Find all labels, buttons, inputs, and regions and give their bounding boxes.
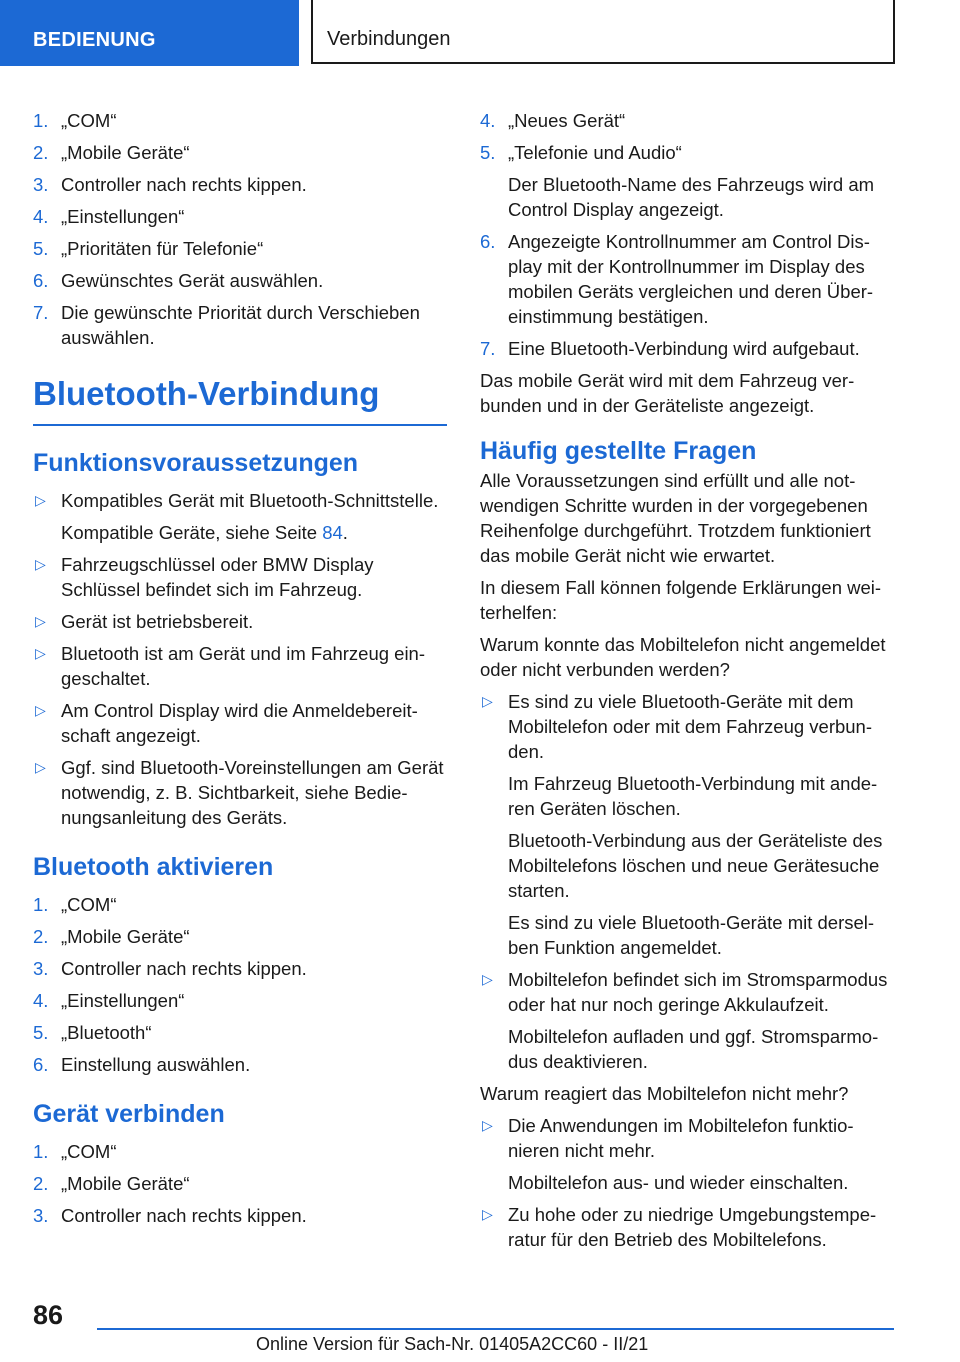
list-item xyxy=(480,140,895,222)
list-item xyxy=(33,924,447,949)
bullet-subtext: Mobiltelefon aus- und wieder einschalten. xyxy=(508,1172,849,1193)
bullet-subtext: Mobiltelefon aufladen und ggf. Stromsparmodus deaktivieren. xyxy=(508,1026,879,1072)
step-number: 3. xyxy=(33,1205,49,1226)
step-text: Controller nach rechts kippen. xyxy=(61,174,307,195)
requirements-list xyxy=(33,488,447,830)
step-number: 3. xyxy=(33,174,49,195)
step-number: 2. xyxy=(33,926,49,947)
step-text: Einstellung auswählen. xyxy=(61,1054,251,1075)
page-number: 86 xyxy=(33,1300,64,1330)
heading-rule xyxy=(33,424,447,426)
bullet-text: Kompatibles Gerät mit Bluetooth-Schnittstelle. xyxy=(61,490,439,511)
step-text: Controller nach rechts kippen. xyxy=(61,1205,307,1226)
triangle-bullet-icon: ▷ xyxy=(35,613,46,629)
step-number: 3. xyxy=(33,958,49,979)
faq-answers-2 xyxy=(480,1113,895,1252)
step-text: „Bluetooth“ xyxy=(61,1022,152,1043)
triangle-bullet-icon: ▷ xyxy=(35,702,46,718)
step-text: „Mobile Geräte“ xyxy=(61,926,190,947)
right-column xyxy=(480,108,895,1259)
list-item xyxy=(480,108,895,133)
bullet-text: Mobiltelefon befindet sich im Stromsparmodus oder hat nur noch geringe Akkulaufzeit. xyxy=(508,969,888,1015)
step-text: „Einstellungen“ xyxy=(61,206,185,227)
step-number: 5. xyxy=(33,238,49,259)
bullet-text: Fahrzeugschlüssel oder BMW Display Schlüssel befindet sich im Fahrzeug. xyxy=(61,554,374,600)
bullet-text: Am Control Display wird die Anmeldebereitschaft angezeigt. xyxy=(61,700,418,746)
step-number: 2. xyxy=(33,142,49,163)
bullet-text: Bluetooth ist am Gerät und im Fahrzeug eingeschaltet. xyxy=(61,643,426,689)
step-text: Controller nach rechts kippen. xyxy=(61,958,307,979)
list-item xyxy=(33,755,447,830)
page-header xyxy=(0,0,960,66)
bullet-text: Zu hohe oder zu niedrige Umgebungstemperatur für den Betrieb des Mobiltelefons. xyxy=(508,1204,877,1250)
triangle-bullet-icon: ▷ xyxy=(482,971,493,987)
list-item xyxy=(480,967,895,1074)
bullet-text: Ggf. sind Bluetooth-Voreinstellungen am Gerät notwendig, z. B. Sichtbarkeit, siehe Bedienungsanleitung des Geräts. xyxy=(61,757,444,828)
triangle-bullet-icon: ▷ xyxy=(35,759,46,775)
list-item xyxy=(33,204,447,229)
list-item xyxy=(33,1203,447,1228)
list-item xyxy=(33,1171,447,1196)
list-item xyxy=(33,172,447,197)
faq-question: Warum reagiert das Mobiltelefon nicht mehr? xyxy=(480,1083,849,1104)
chapter-title: Verbindungen xyxy=(311,0,895,64)
list-item xyxy=(33,988,447,1013)
step-subtext: Der Bluetooth-Name des Fahrzeugs wird am Control Display angezeigt. xyxy=(508,174,875,220)
list-item xyxy=(480,336,895,361)
step-number: 4. xyxy=(33,206,49,227)
list-item xyxy=(480,689,895,960)
paragraph-faq-help: In diesem Fall können folgende Erklärungen weiterhelfen: xyxy=(480,577,882,623)
step-number: 1. xyxy=(33,1141,49,1162)
list-item xyxy=(33,236,447,261)
list-item xyxy=(33,956,447,981)
section-tab: BEDIENUNG xyxy=(0,0,299,66)
subtext-prefix: Kompatible Geräte, siehe Seite xyxy=(61,522,323,543)
step-number: 6. xyxy=(480,231,496,252)
triangle-bullet-icon: ▷ xyxy=(35,645,46,661)
steps-priority xyxy=(33,108,447,350)
list-item xyxy=(33,140,447,165)
step-text: „Telefonie und Audio“ xyxy=(508,142,682,163)
step-number: 7. xyxy=(33,302,49,323)
step-text: Angezeigte Kontrollnummer am Control Display mit der Kontrollnummer im Display des mobilen Geräts vergleichen und deren Übereinstimmung bestätigen. xyxy=(508,231,874,327)
triangle-bullet-icon: ▷ xyxy=(35,492,46,508)
list-item xyxy=(33,892,447,917)
list-item xyxy=(33,268,447,293)
step-text: „Neues Gerät“ xyxy=(508,110,626,131)
paragraph-connected: Das mobile Gerät wird mit dem Fahrzeug verbunden und in der Geräteliste angezeigt. xyxy=(480,370,855,416)
step-text: „Einstellungen“ xyxy=(61,990,185,1011)
step-number: 1. xyxy=(33,894,49,915)
faq-answers-1 xyxy=(480,689,895,1074)
bullet-text: Es sind zu viele Bluetooth-Geräte mit dem Mobiltelefon oder mit dem Fahrzeug verbunden. xyxy=(508,691,873,762)
step-text: „COM“ xyxy=(61,894,117,915)
list-item xyxy=(33,609,447,634)
steps-activate xyxy=(33,892,447,1077)
list-item xyxy=(33,641,447,691)
step-text: „Mobile Geräte“ xyxy=(61,142,190,163)
bullet-text: Die Anwendungen im Mobiltelefon funktionieren nicht mehr. xyxy=(508,1115,854,1161)
step-number: 4. xyxy=(480,110,496,131)
step-number: 4. xyxy=(33,990,49,1011)
heading-bluetooth-connection: Bluetooth-Verbindung xyxy=(33,375,380,412)
list-item xyxy=(33,300,447,350)
step-text: Eine Bluetooth-Verbindung wird aufgebaut. xyxy=(508,338,860,359)
list-item xyxy=(33,108,447,133)
footer-rule xyxy=(97,1328,894,1330)
steps-connect-continued xyxy=(480,108,895,361)
triangle-bullet-icon: ▷ xyxy=(482,1206,493,1222)
list-item xyxy=(480,229,895,329)
heading-faq: Häufig gestellte Fragen xyxy=(480,437,757,465)
step-number: 1. xyxy=(33,110,49,131)
step-number: 6. xyxy=(33,1054,49,1075)
left-column xyxy=(33,108,447,1235)
list-item xyxy=(33,698,447,748)
bullet-subtext: Es sind zu viele Bluetooth-Geräte mit derselben Funktion angemeldet. xyxy=(508,912,875,958)
faq-question: Warum konnte das Mobiltelefon nicht angemeldet oder nicht verbunden werden? xyxy=(480,634,886,680)
step-text: „Mobile Geräte“ xyxy=(61,1173,190,1194)
triangle-bullet-icon: ▷ xyxy=(482,693,493,709)
step-text: „COM“ xyxy=(61,110,117,131)
list-item xyxy=(33,1139,447,1164)
heading-activate-bluetooth: Bluetooth aktivieren xyxy=(33,853,274,881)
steps-connect xyxy=(33,1139,447,1228)
list-item xyxy=(33,1052,447,1077)
step-number: 6. xyxy=(33,270,49,291)
bullet-subtext xyxy=(61,520,447,545)
step-number: 5. xyxy=(480,142,496,163)
list-item xyxy=(480,1202,895,1252)
heading-connect-device: Gerät verbinden xyxy=(33,1100,225,1128)
page-link[interactable]: 84 xyxy=(322,522,343,543)
triangle-bullet-icon: ▷ xyxy=(482,1117,493,1133)
step-text: Die gewünschte Priorität durch Verschieben auswählen. xyxy=(61,302,420,348)
step-number: 7. xyxy=(480,338,496,359)
step-text: „Prioritäten für Telefonie“ xyxy=(61,238,264,259)
heading-requirements: Funktionsvoraussetzungen xyxy=(33,449,359,477)
triangle-bullet-icon: ▷ xyxy=(35,556,46,572)
bullet-subtext: Bluetooth-Verbindung aus der Geräteliste des Mobiltelefons löschen und neue Gerätesuche starten. xyxy=(508,830,883,901)
paragraph-faq-intro: Alle Voraussetzungen sind erfüllt und alle notwendigen Schritte wurden in der vorgegebenen Reihenfolge durchgeführt. Trotzdem funktioniert das mobile Gerät nicht wie erwartet. xyxy=(480,470,871,566)
bullet-subtext: Im Fahrzeug Bluetooth-Verbindung mit anderen Geräten löschen. xyxy=(508,773,878,819)
step-number: 5. xyxy=(33,1022,49,1043)
list-item xyxy=(33,488,447,545)
step-number: 2. xyxy=(33,1173,49,1194)
bullet-text: Gerät ist betriebsbereit. xyxy=(61,611,254,632)
list-item xyxy=(480,1113,895,1195)
subtext-suffix: . xyxy=(342,522,348,543)
list-item xyxy=(33,1020,447,1045)
step-text: Gewünschtes Gerät auswählen. xyxy=(61,270,324,291)
list-item xyxy=(33,552,447,602)
footer-version-text: Online Version für Sach-Nr. 01405A2CC60 - II/21 xyxy=(256,1334,649,1354)
step-text: „COM“ xyxy=(61,1141,117,1162)
